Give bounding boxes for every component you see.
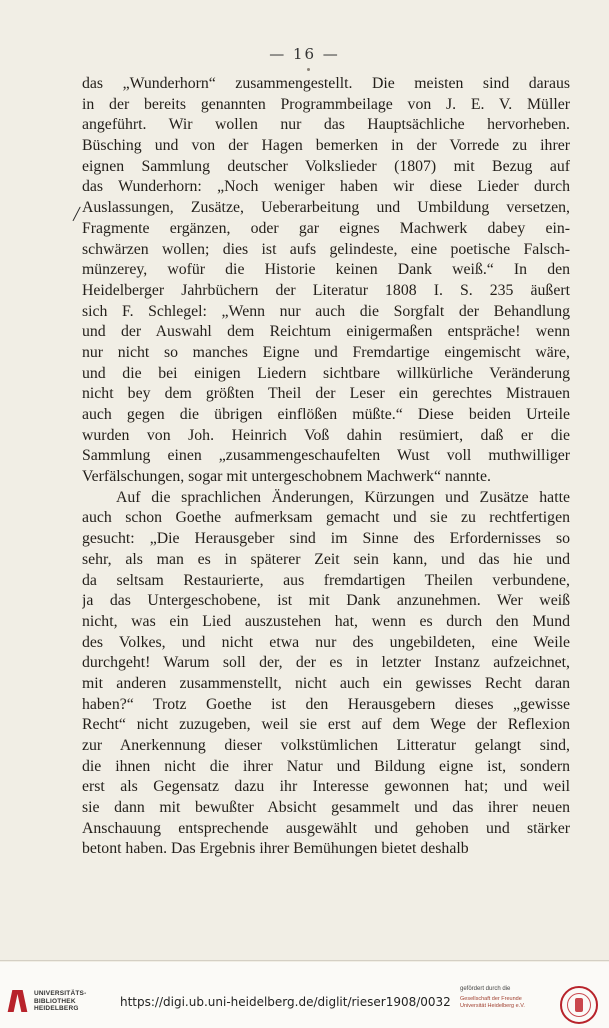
text-line: eignen Sammlung deutscher Volkslieder (1807) mit Bezug auf [82,157,570,175]
library-logo[interactable] [8,990,86,1013]
text-line: in der bereits genannten Programmbeilage von J. E. V. Müller [82,95,570,113]
university-seal-icon [560,986,598,1024]
text-line: wurden von Joh. Heinrich Voß dahin resümiert, daß er die [82,426,570,444]
sponsor-caption: gefördert durch die [460,986,511,992]
text-line: Heidelberger Jahrbüchern der Literatur 1808 I. S. 235 äußert [82,281,570,299]
text-line: das „Wunderhorn“ zusammengestellt. Die meisten sind daraus [82,75,570,92]
text-line: gesucht: „Die Herausgeber sind im Sinne des Erfordernisses so [82,530,570,548]
text-line: das Wunderhorn: „Noch weniger haben wir diese Lieder durch [82,178,570,196]
text-line: münzerey, wofür die Historie keinen Dank weiß.“ In den [82,261,570,279]
margin-mark: ╱ [73,207,81,221]
page-dot [307,68,310,71]
permalink-url[interactable]: https://digi.ub.uni-heidelberg.de/diglit/rieser1908/0032 [120,995,451,1009]
footer [0,962,609,1028]
library-logo-line: UNIVERSITÄTS- [34,990,87,997]
text-line: da seltsam Restaurierte, aus fremdartigen Theilen verbundene, [82,571,570,589]
text-line: und der Auswahl dem Reichtum einigermaßen entspräche! wenn [82,323,570,341]
text-line: nur nicht so manches Eigne und Fremdartige eingemischt wäre, [82,343,570,361]
text-line: Büsching und von der Hagen bemerken in der Vorrede zu ihrer [82,137,570,155]
text-line: nicht bey dem größten Theil der Leser ein gerechtes Mistrauen [82,385,570,403]
text-line: mit anderen zusammenstellt, nicht auch ein gewisses Recht daran [82,674,570,692]
text-line: Recht“ nicht zuzugeben, weil sie erst auf dem Wege der Reflexion [82,716,570,734]
library-logo-icon [8,990,28,1012]
text-line: sehr, als man es in späterer Zeit sein kann, und das hie und [82,550,570,568]
text-line: Sammlung einen „zusammengeschaufelten Wust voll muthwilliger [82,447,570,465]
text-line: Auf die sprachlichen Änderungen, Kürzungen und Zusätze hatte [116,488,570,506]
text-line: haben?“ Trotz Goethe ist den Herausgebern dieses „gewisse [82,695,570,713]
text-line: zur Anerkennung dieser volkstümlichen Litteratur gelangt sind, [82,737,570,754]
text-line: des Volkes, und nicht etwa nur des ungebildeten, eine Weile [82,633,570,651]
text-line: Verfälschungen, sogar mit untergeschobnem Machwerk“ nannte. [82,468,491,486]
library-logo-line: HEIDELBERG [34,1005,79,1012]
sponsor-block [460,985,550,1010]
text-line: angeführt. Wir wollen nur das Hauptsächliche hervorheben. [82,116,570,134]
text-line: schwärzen wollen; dies ist aufs gelindeste, eine poetische Falsch- [82,240,570,258]
footer-divider [0,960,609,961]
library-logo-text [34,990,86,1013]
text-line: nicht, was ein Lied auszustehen hat, wenn es durch den Mund [82,612,570,630]
text-line: auch schon Goethe aufmerksam gemacht und sie zu rechtfertigen [82,509,570,527]
text-line: durchgeht! Warum soll der, der es in letzter Instanz aufzeichnet, [82,654,570,672]
text-line: und die bei einigen Liedern sichtbare willkürliche Veränderung [82,364,570,382]
sponsor-name-line: Universität Heidelberg e.V. [460,1003,525,1009]
page-number: — 16 — [269,45,340,63]
text-line: sie dann mit bewußter Absicht gesammelt und das ihrer neuen [82,799,570,817]
text-line: die ihnen nicht die ihrer Natur und Bildung eigne ist, sondern [82,757,570,775]
text-line: erst als Gegensatz dazu ihr Interesse gewonnen hat; und weil [82,778,570,796]
text-line: Fragmente ergänzen, oder gar eignes Machwerk dabey ein- [82,219,570,237]
sponsor-name[interactable] [460,996,550,1010]
text-line: sich F. Schlegel: „Wenn nur auch die Sorgfalt der Behandlung [82,302,570,320]
body-text [82,74,570,860]
sponsor-name-line: Gesellschaft der Freunde [460,996,522,1002]
text-line: auch gegen die übrigen einflößen müßte.“ Diese beiden Urteile [82,406,570,423]
text-line: ja das Untergeschobene, ist mit Dank anzunehmen. Wer weiß [82,592,570,610]
text-line: betont haben. Das Ergebnis ihrer Bemühungen bietet deshalb [82,840,469,858]
text-line: Auslassungen, Zusätze, Ueberarbeitung und Umbildung versetzen, [82,199,570,217]
text-line: Anschauung entsprechende ausgewählt und gehoben und stärker [82,819,570,837]
library-logo-line: BIBLIOTHEK [34,997,76,1005]
